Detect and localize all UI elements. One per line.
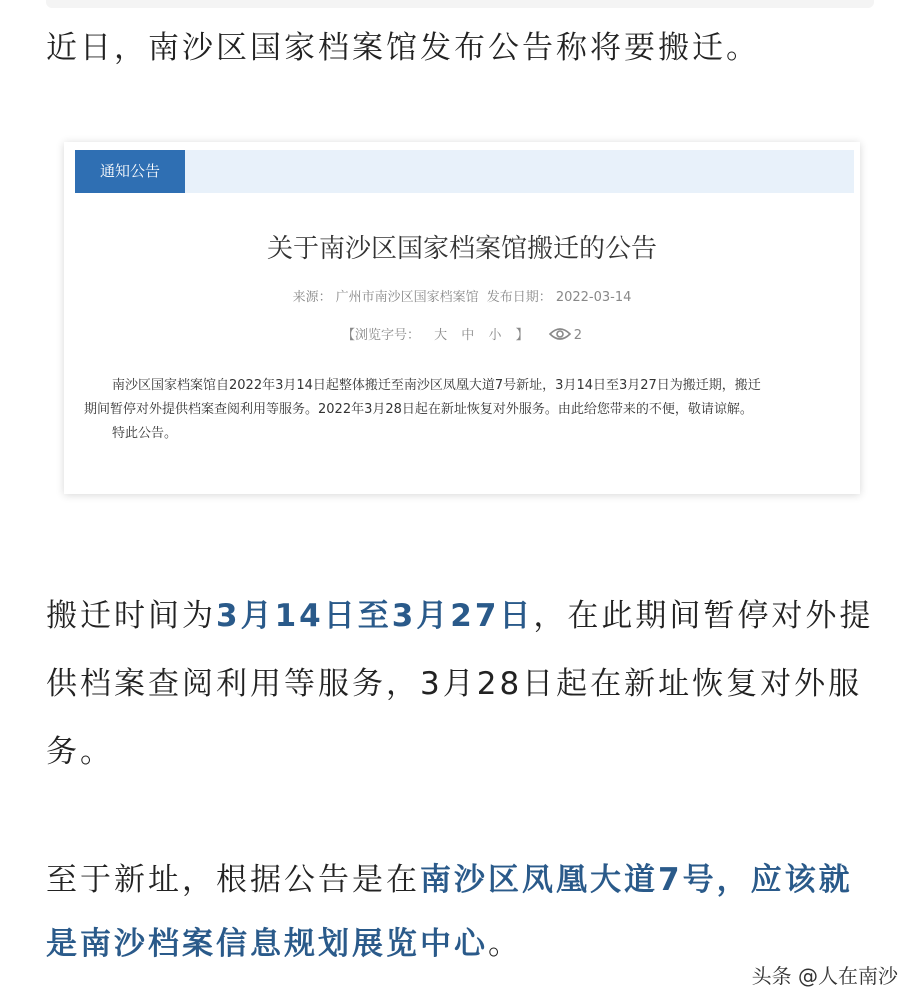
- relocation-period-paragraph: [46, 582, 886, 786]
- source-value: 广州市南沙区国家档案馆: [335, 290, 479, 305]
- source-label: 来源：: [292, 290, 332, 305]
- source-watermark: [752, 960, 898, 989]
- font-size-controls: [64, 324, 860, 343]
- paragraph-text: 。: [488, 926, 522, 962]
- paragraph-text: 至于新址，根据公告是在: [46, 862, 420, 898]
- notice-body-line: 期间暂停对外提供档案查阅利用等服务。2022年3月28日起在新址恢复对外服务。由此给您带来的不便，敬请谅解。: [84, 402, 753, 417]
- notice-header-bar: [75, 150, 854, 193]
- previous-content-edge: [46, 0, 874, 8]
- date-value: 2022-03-14: [555, 290, 632, 305]
- notice-meta: [64, 286, 860, 305]
- highlight-address: 南沙区凤凰大道7号，应该就是南沙档案信息规划展览中心: [46, 862, 853, 962]
- notice-screenshot: [64, 142, 860, 494]
- paragraph-text: ，在此期间暂停对外提供档案查阅利用等服务，3月28日起在新址恢复对外服务。: [46, 598, 874, 770]
- notice-body: [84, 374, 846, 446]
- new-address-paragraph: [46, 848, 886, 976]
- view-count: 2: [573, 328, 583, 343]
- notice-title: 关于南沙区国家档案馆搬迁的公告: [266, 234, 657, 264]
- highlight-dates: 3月14日至3月27日: [216, 598, 534, 634]
- notice-body-closing: 特此公告。: [112, 426, 178, 441]
- paragraph-text: 搬迁时间为: [46, 598, 216, 634]
- font-size-close: 】: [515, 328, 529, 343]
- notice-tab[interactable]: 通知公告: [75, 150, 185, 193]
- date-label: 发布日期：: [486, 290, 552, 305]
- eye-icon: [548, 326, 572, 342]
- font-medium-button[interactable]: 中: [461, 328, 475, 343]
- font-small-button[interactable]: 小: [488, 328, 502, 343]
- watermark-text: 头条 @人在南沙: [751, 964, 898, 988]
- font-size-label: 【浏览字号：: [341, 328, 420, 343]
- intro-paragraph: 近日，南沙区国家档案馆发布公告称将要搬迁。: [46, 30, 760, 66]
- notice-body-line: 南沙区国家档案馆自2022年3月14日起整体搬迁至南沙区凤凰大道7号新址，3月14日至3月27日为搬迁期，搬迁: [112, 378, 761, 393]
- font-large-button[interactable]: 大: [434, 328, 448, 343]
